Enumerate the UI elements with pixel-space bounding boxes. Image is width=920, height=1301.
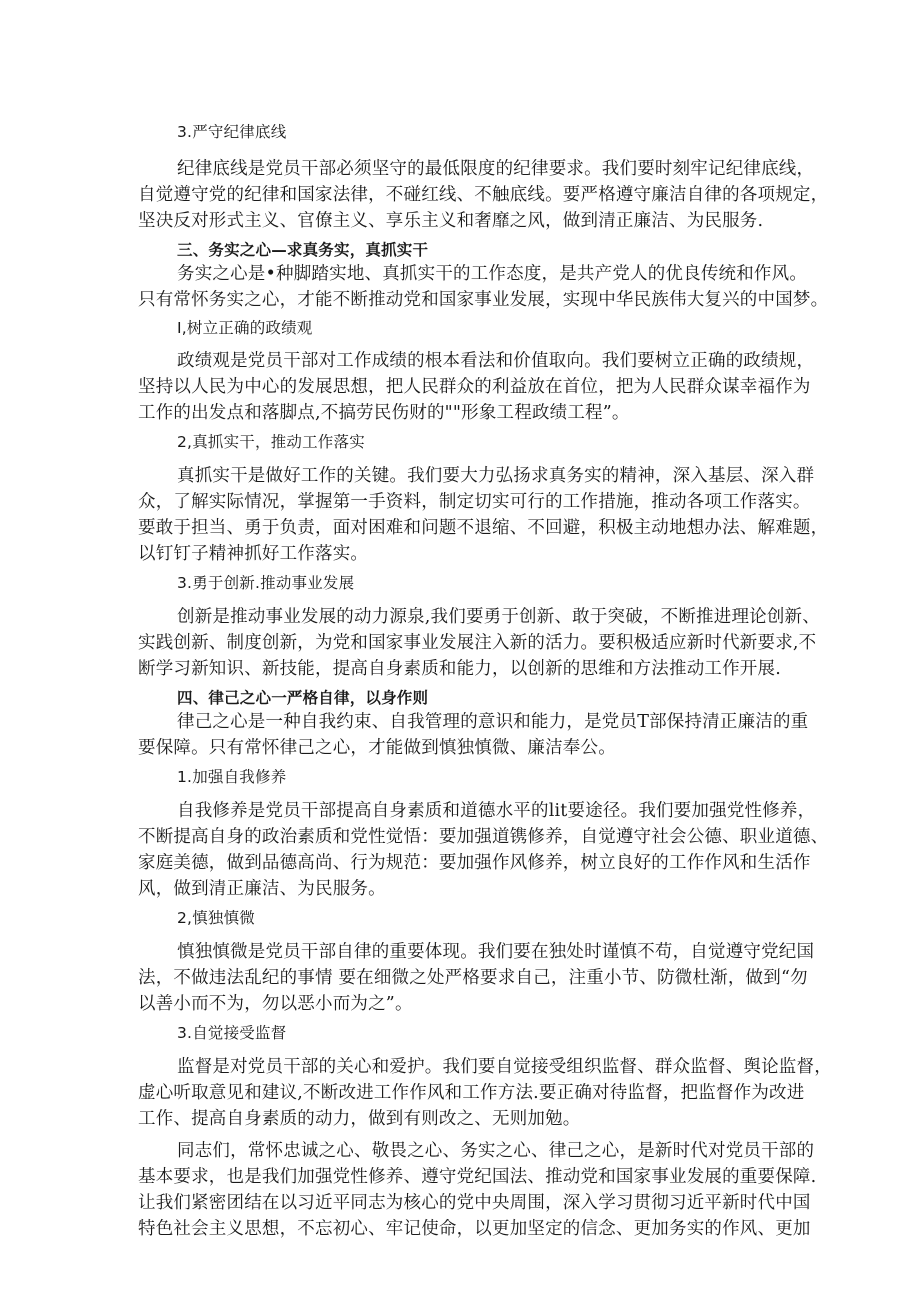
paragraph-line: 只有常怀务实之心，才能不断推动党和国家事业发展，实现中华民族伟大复兴的中国梦。 [138, 290, 829, 310]
paragraph-line: 实践创新、制度创新，为党和国家事业发展注入新的活力。要积极适应新时代新要求,不 [138, 633, 817, 653]
paragraph-line: 法，不做违法乱纪的事情 要在细微之处严格要求自己，注重小节、防微杜渐，做到“勿 [138, 968, 808, 988]
section-subheading: 3.自觉接受监督 [177, 1024, 287, 1042]
paragraph-line: 坚持以人民为中心的发展思想，把人民群众的利益放在首位，把为人民群众谋幸福作为 [138, 377, 811, 397]
section-heading: 三、务实之心—求真务实，真抓实干 [177, 241, 429, 259]
paragraph-line: 工作、提高自身素质的动力，做到有则改之、无则加勉。 [138, 1109, 581, 1129]
paragraph-line: 众，了解实际情况，掌握第一手资料，制定切实可行的工作措施，推动各项工作落实。 [138, 492, 811, 512]
paragraph-line: 工作的出发点和落脚点,不搞劳民伤财的""形象工程政绩工程”。 [138, 403, 630, 423]
paragraph-line: 要保障。只有常怀律己之心，才能做到慎独慎微、廉洁奉公。 [138, 738, 616, 758]
paragraph-line: 以钉钉子精神抓好工作落实。 [138, 544, 369, 564]
paragraph-line: 断学习新知识、新技能，提高自身素质和能力，以创新的思维和方法推动工作开展. [138, 659, 781, 679]
paragraph-line: 要敢于担当、勇于负责，面对困难和问题不退缩、不回避，积极主动地想办法、解难题， [138, 518, 829, 538]
section-subheading: 1.加强自我修养 [177, 768, 287, 786]
section-heading: 四、律己之心一严格自律，以身作则 [177, 689, 429, 707]
paragraph-line: 真抓实干是做好工作的关键。我们要大力弘扬求真务实的精神，深入基层、深入群 [177, 466, 815, 486]
section-subheading: 2,真抓实干，推动工作落实 [177, 433, 365, 451]
paragraph-line: 自觉遵守党的纪律和国家法律，不碰红线、不触底线。要严格遵守廉洁自律的各项规定， [138, 185, 829, 205]
paragraph-line: 自我修养是党员干部提高自身素质和道德水平的lit要途径。我们要加强党性修养， [177, 801, 816, 821]
paragraph-line: 慎独慎微是党员干部自律的重要体现。我们要在独处时谨慎不苟，自觉遵守党纪国 [177, 942, 815, 962]
paragraph-line: 坚决反对形式主义、官僚主义、享乐主义和奢靡之风，做到清正廉洁、为民服务. [138, 211, 764, 231]
section-subheading: 3.严守纪律底线 [177, 123, 287, 141]
paragraph-line: 以善小而不为，勿以恶小而为之”。 [138, 994, 413, 1014]
paragraph-line: 监督是对党员干部的关心和爱护。我们要自觉接受组织监督、群众监督、舆论监督， [177, 1057, 832, 1077]
paragraph-line: 风，做到清正廉洁、为民服务。 [138, 879, 386, 899]
paragraph-line: 虚心听取意见和建议,不断改进工作作风和工作方法.要正确对待监督，把监督作为改进 [138, 1083, 805, 1103]
section-subheading: 2,慎独慎微 [177, 909, 255, 927]
paragraph-line: 创新是推动事业发展的动力源泉,我们要勇于创新、敢于突破，不断推进理论创新、 [177, 607, 820, 627]
paragraph-line: 纪律底线是党员干部必须坚守的最低限度的纪律要求。我们要时刻牢记纪律底线， [177, 159, 815, 179]
paragraph-line: 特色社会主义思想，不忘初心、牢记使命，以更加坚定的信念、更加务实的作风、更加 [138, 1219, 811, 1239]
paragraph-line: 务实之心是•种脚踏实地、真抓实干的工作态度，是共产党人的优良传统和作风。 [177, 264, 808, 284]
section-subheading: I,树立正确的政绩观 [177, 319, 313, 337]
paragraph-line: 让我们紧密团结在以习近平同志为核心的党中央周围，深入学习贯彻习近平新时代中国 [138, 1193, 811, 1213]
paragraph-line: 不断提高自身的政治素质和党性觉悟：要加强道镌修养，自觉遵守社会公德、职业道德、 [138, 827, 829, 847]
paragraph-line: 律己之心是一种自我约束、自我管理的意识和能力，是党员T部保持清正廉洁的重 [177, 712, 809, 732]
paragraph-line: 基本要求，也是我们加强党性修养、遵守党纪国法、推动党和国家事业发展的重要保障. [138, 1167, 817, 1187]
section-subheading: 3.勇于创新.推动事业发展 [177, 574, 355, 592]
paragraph-line: 家庭美德，做到品德高尚、行为规范：要加强作风修养，树立良好的工作作风和生活作 [138, 853, 811, 873]
paragraph-line: 政绩观是党员干部对工作成绩的根本看法和价值取向。我们要树立正确的政绩规， [177, 351, 815, 371]
paragraph-line: 同志们，常怀忠诚之心、敬畏之心、务实之心、律己之心，是新时代对党员干部的 [177, 1141, 815, 1161]
